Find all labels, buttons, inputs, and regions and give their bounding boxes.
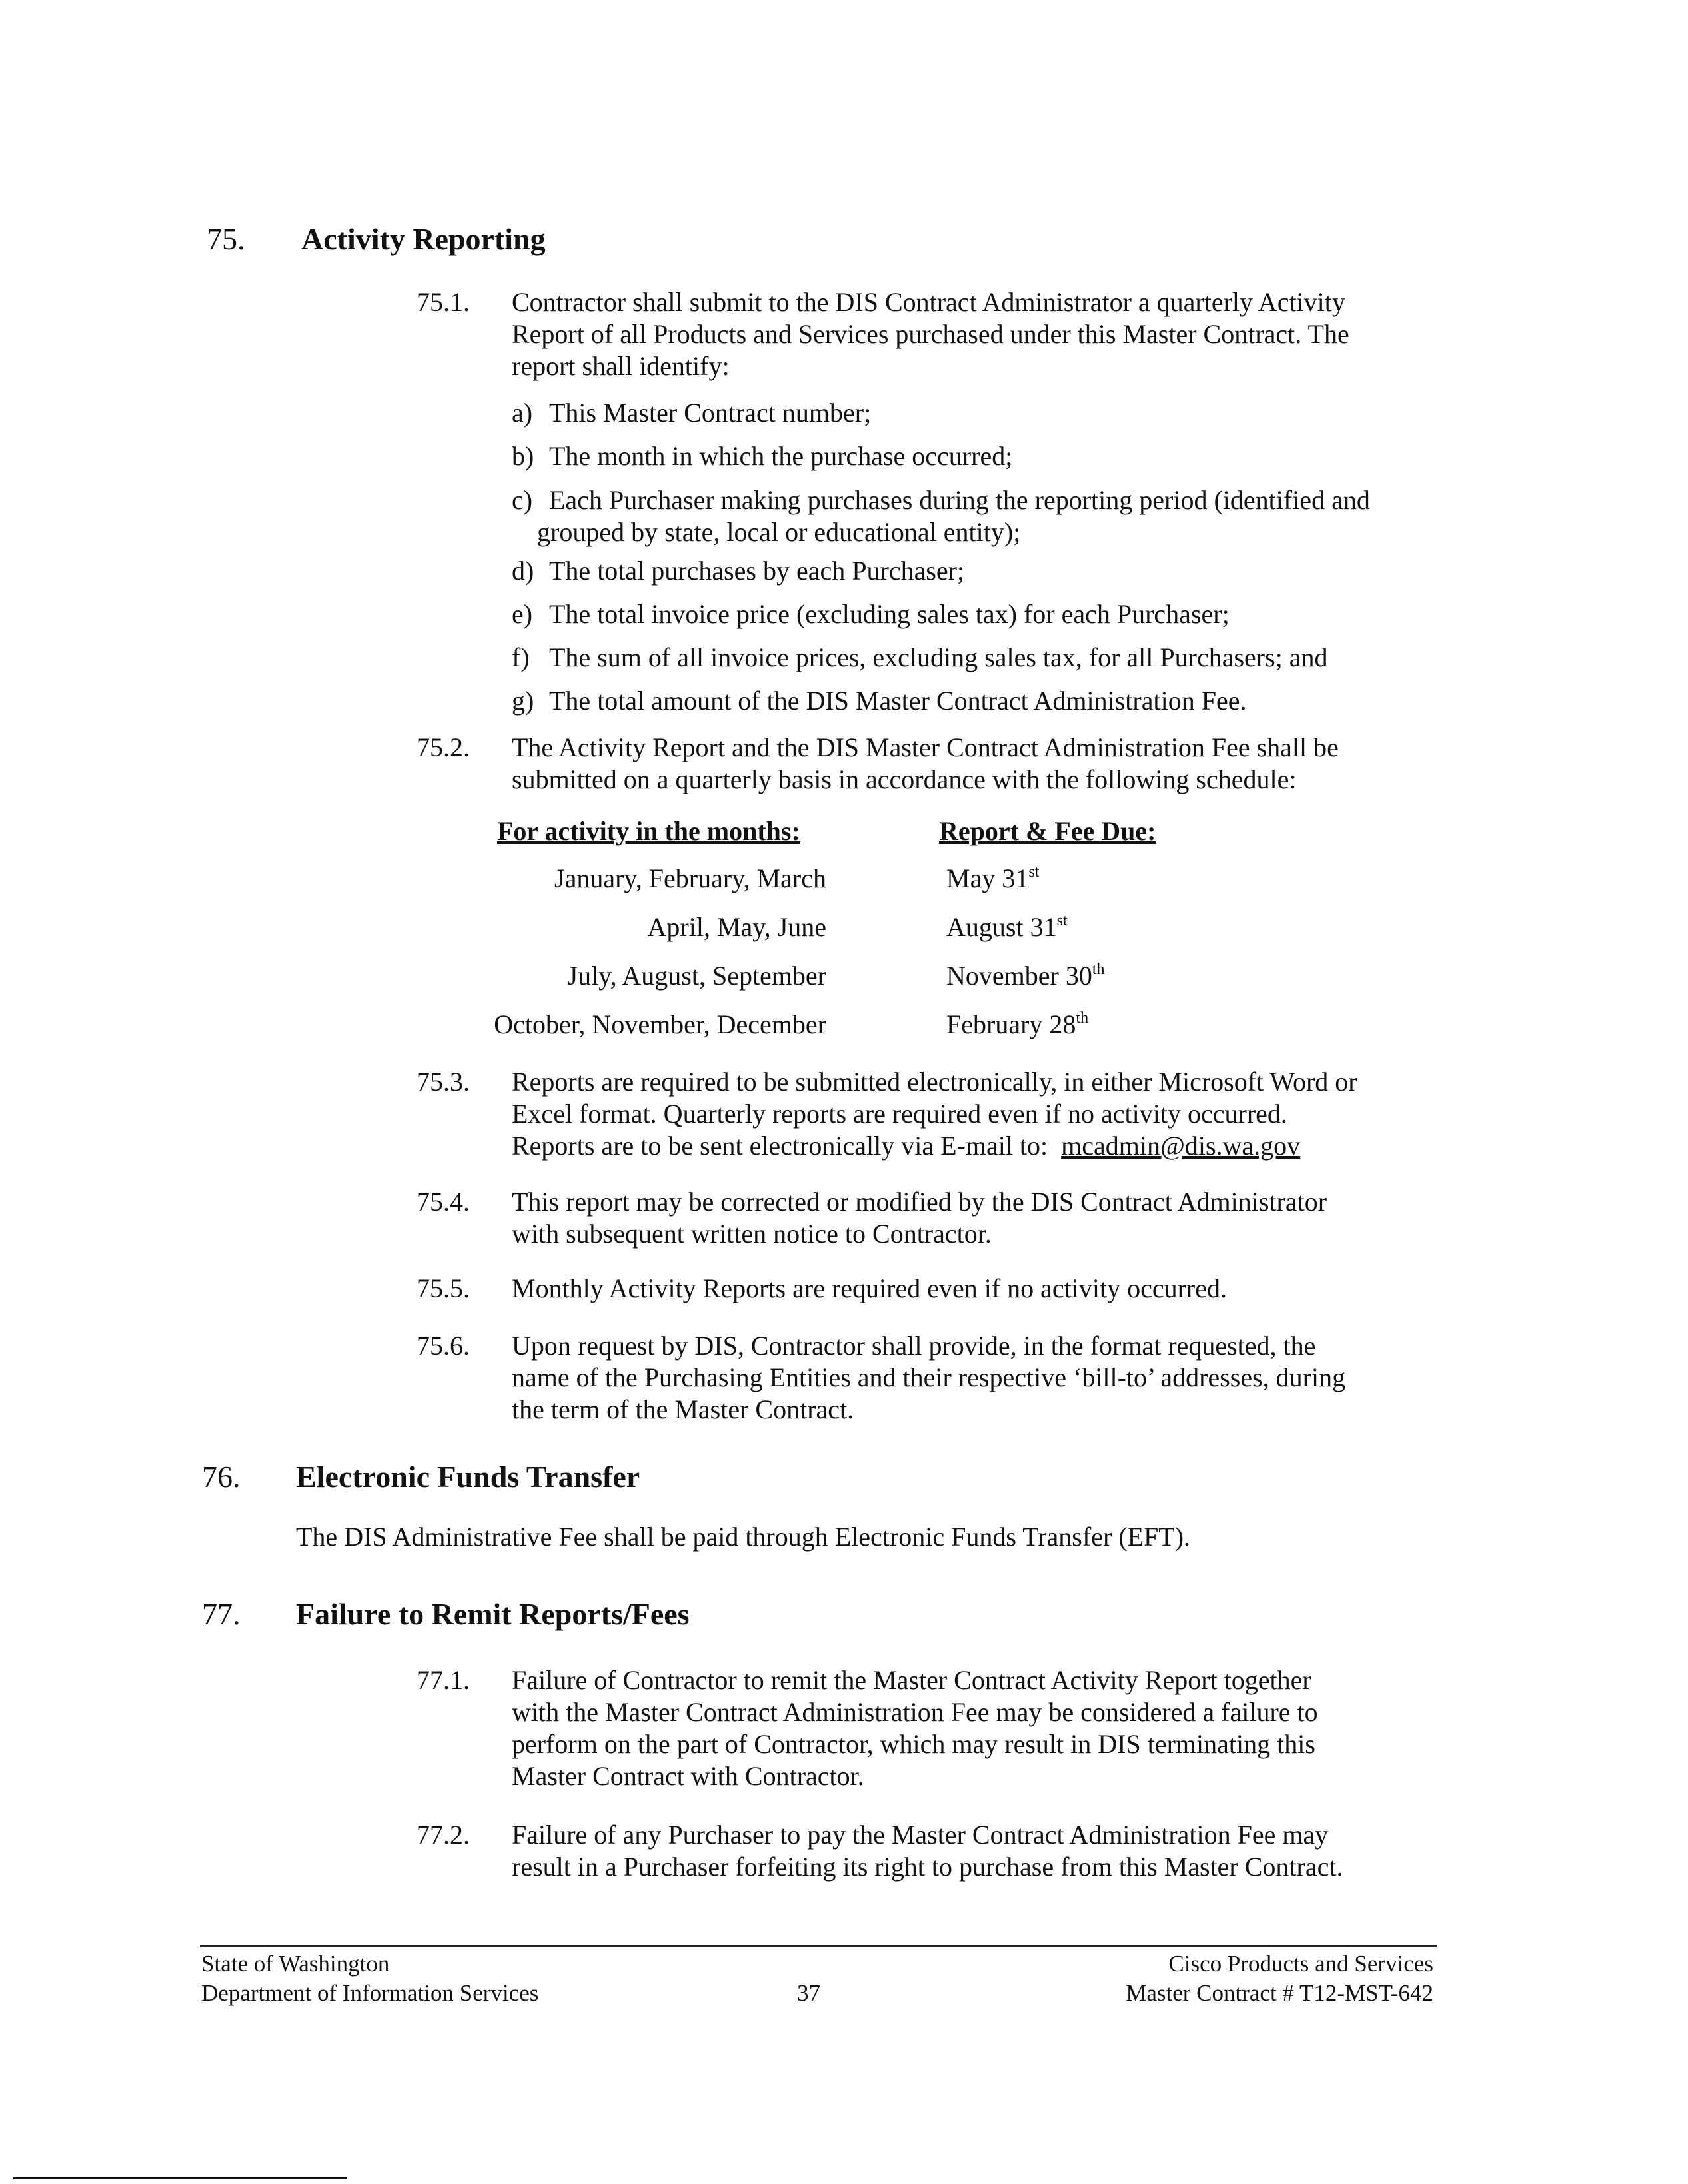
footer-divider — [200, 1945, 1437, 1947]
list-letter: d) — [512, 556, 534, 586]
subsection-75-5-text — [512, 1273, 1227, 1305]
schedule-due — [946, 863, 1039, 894]
scan-edge-line — [13, 2177, 347, 2179]
list-letter: c) — [512, 485, 533, 515]
schedule-months: January, February, March — [554, 863, 826, 893]
text-line: Master Contract with Contractor. — [512, 1761, 864, 1791]
email-prefix: Reports are to be sent electronically via E-mail to: — [512, 1131, 1062, 1161]
due-date: November 30 — [946, 961, 1092, 991]
section-75-number: 75. — [207, 222, 245, 256]
subsection-75-1-number: 75.1. — [417, 287, 470, 317]
text-line: report shall identify: — [512, 351, 730, 381]
email-link[interactable]: mcadmin@dis.wa.gov — [1061, 1131, 1301, 1161]
text-line: perform on the part of Contractor, which may result in DIS terminating this — [512, 1729, 1315, 1759]
subsection-75-6-text — [512, 1330, 1345, 1426]
subsection-75-1-text — [512, 286, 1349, 382]
footer-page-number: 37 — [797, 1980, 820, 2006]
section-76-title: Electronic Funds Transfer — [296, 1460, 640, 1494]
due-date: August 31 — [946, 912, 1057, 942]
list-text: This Master Contract number; — [549, 398, 872, 428]
footer-left-line2: Department of Information Services — [201, 1980, 539, 2006]
list-letter: b) — [512, 441, 534, 471]
list-letter: f) — [512, 642, 530, 672]
text-line: Failure of Contractor to remit the Master Contract Activity Report together — [512, 1665, 1311, 1695]
text-line: This report may be corrected or modified by the DIS Contract Administrator — [512, 1187, 1327, 1217]
due-date: May 31 — [946, 863, 1029, 893]
list-item-d — [512, 555, 965, 587]
text-line: Excel format. Quarterly reports are required even if no activity occurred. — [512, 1099, 1287, 1129]
schedule-months: April, May, June — [647, 912, 826, 942]
text-line: Monthly Activity Reports are required even if no activity occurred. — [512, 1273, 1228, 1303]
list-item-a — [512, 397, 872, 429]
section-76-number: 76. — [202, 1460, 241, 1494]
ordinal-suffix: st — [1028, 863, 1040, 881]
ordinal-suffix: th — [1076, 1009, 1089, 1027]
ordinal-suffix: st — [1056, 912, 1068, 929]
list-item-e — [512, 598, 1230, 630]
subsection-75-3-text — [512, 1066, 1357, 1162]
text-line: Contractor shall submit to the DIS Contract Administrator a quarterly Activity — [512, 287, 1345, 317]
text-line: Failure of any Purchaser to pay the Master Contract Administration Fee may — [512, 1820, 1329, 1850]
list-text: The total purchases by each Purchaser; — [549, 556, 965, 586]
section-77-number: 77. — [202, 1597, 241, 1631]
subsection-75-4-text — [512, 1186, 1327, 1250]
list-item-f — [512, 642, 1328, 674]
list-text: The month in which the purchase occurred; — [549, 441, 1013, 471]
list-letter: e) — [512, 599, 533, 629]
text-line: result in a Purchaser forfeiting its right to purchase from this Master Contract. — [512, 1852, 1343, 1882]
list-text-continued: grouped by state, local or educational entity); — [537, 517, 1021, 547]
list-item-g — [512, 685, 1247, 717]
text-line: with the Master Contract Administration Fee may be considered a failure to — [512, 1697, 1318, 1727]
subsection-75-5-number: 75.5. — [417, 1273, 470, 1303]
subsection-75-3-number: 75.3. — [417, 1067, 470, 1097]
subsection-75-6-number: 75.6. — [417, 1331, 470, 1361]
text-line: Upon request by DIS, Contractor shall provide, in the format requested, the — [512, 1331, 1316, 1361]
footer-right-line2: Master Contract # T12-MST-642 — [1126, 1980, 1433, 2006]
list-text: The total amount of the DIS Master Contract Administration Fee. — [549, 686, 1247, 716]
schedule-header-due: Report & Fee Due: — [939, 816, 1156, 846]
list-letter: g) — [512, 686, 534, 716]
due-date: February 28 — [946, 1009, 1076, 1039]
footer-left-line1: State of Washington — [201, 1951, 390, 1977]
section-75-title: Activity Reporting — [301, 222, 546, 256]
text-line: Report of all Products and Services purchased under this Master Contract. The — [512, 319, 1349, 349]
schedule-header-months: For activity in the months: — [497, 816, 800, 846]
list-text: The total invoice price (excluding sales tax) for each Purchaser; — [549, 599, 1230, 629]
subsection-77-2-number: 77.2. — [417, 1820, 470, 1850]
section-76-body: The DIS Administrative Fee shall be paid through Electronic Funds Transfer (EFT). — [296, 1522, 1191, 1552]
schedule-months: October, November, December — [494, 1009, 826, 1039]
text-line: with subsequent written notice to Contractor. — [512, 1219, 992, 1249]
text-line: name of the Purchasing Entities and their respective ‘bill-to’ addresses, during — [512, 1363, 1346, 1392]
list-item-c — [512, 484, 1370, 547]
ordinal-suffix: th — [1092, 961, 1105, 978]
subsection-75-2-text — [512, 732, 1339, 796]
footer-right-line1: Cisco Products and Services — [1168, 1951, 1433, 1977]
list-item-b — [512, 440, 1013, 472]
schedule-due — [946, 911, 1068, 943]
schedule-due — [946, 960, 1105, 991]
schedule-months: July, August, September — [567, 961, 826, 991]
list-text: The sum of all invoice prices, excluding sales tax, for all Purchasers; and — [549, 642, 1328, 672]
list-letter: a) — [512, 398, 533, 428]
subsection-77-1-number: 77.1. — [417, 1665, 470, 1695]
text-line: the term of the Master Contract. — [512, 1394, 854, 1424]
text-line: submitted on a quarterly basis in accordance with the following schedule: — [512, 764, 1297, 794]
subsection-77-1-text — [512, 1664, 1318, 1792]
text-line — [512, 1130, 1357, 1162]
subsection-77-2-text — [512, 1819, 1343, 1883]
text-line: Reports are required to be submitted electronically, in either Microsoft Word or — [512, 1067, 1357, 1097]
text-line: The Activity Report and the DIS Master Contract Administration Fee shall be — [512, 732, 1339, 762]
subsection-75-4-number: 75.4. — [417, 1187, 470, 1217]
subsection-75-2-number: 75.2. — [417, 732, 470, 762]
schedule-due — [946, 1009, 1088, 1040]
list-text: Each Purchaser making purchases during the reporting period (identified and — [549, 485, 1370, 515]
section-77-title: Failure to Remit Reports/Fees — [296, 1597, 690, 1631]
